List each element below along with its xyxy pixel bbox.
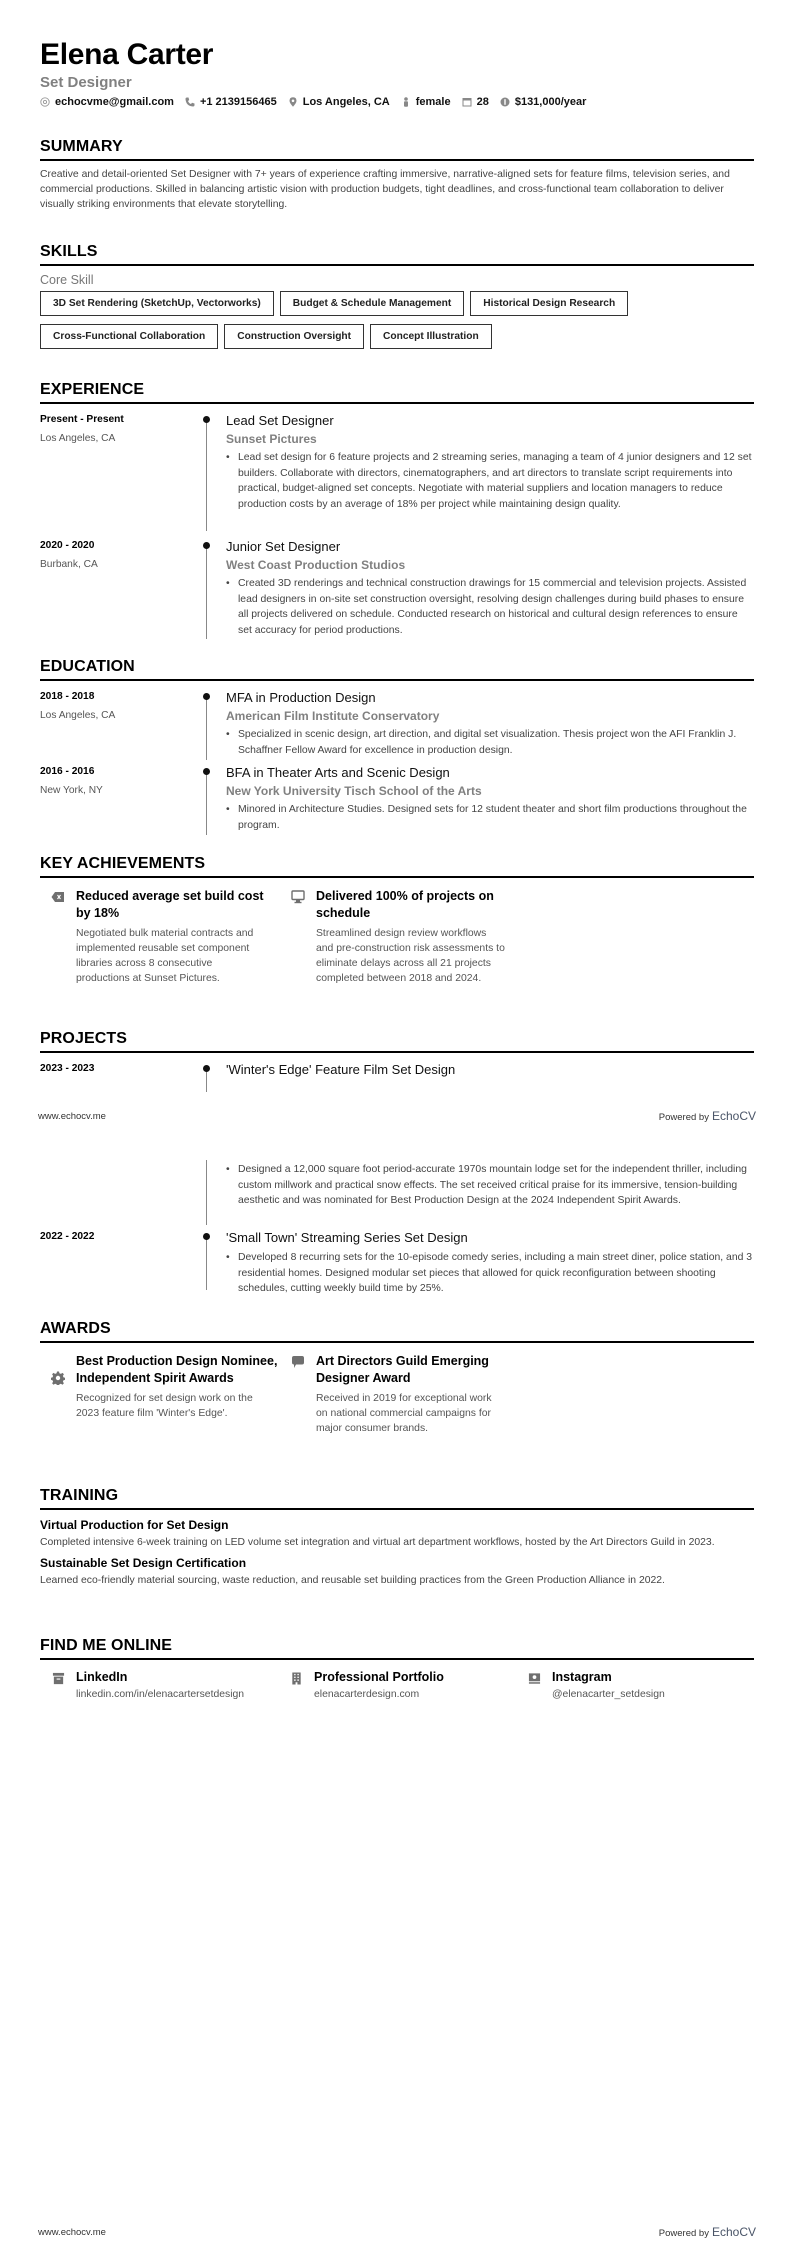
training-item	[40, 1556, 754, 1588]
company-name: Sunset Pictures	[226, 432, 317, 446]
project-name: 'Winter's Edge' Feature Film Set Design	[226, 1062, 456, 1077]
training-title: Sustainable Set Design Certification	[40, 1556, 247, 1570]
candidate-name: Elena Carter	[40, 38, 214, 71]
contact-email[interactable]	[40, 96, 174, 108]
project-bullet: • Designed a 12,000 square foot period-accurate 1970s mountain lodge set for the independent thriller, including custom millwork and practical snow effects. The set received critical praise for its immersive, tension-building aesthetic and was nominated for Best Production Design at the 2024 Independent Spirit Awards.	[226, 1162, 754, 1209]
phone-icon	[185, 97, 195, 107]
timeline-line	[206, 417, 207, 531]
training-section	[40, 1487, 754, 1588]
achievement-card	[40, 888, 280, 986]
section-title-experience: EXPERIENCE	[40, 381, 754, 404]
section-title-education: EDUCATION	[40, 658, 754, 681]
award-desc: Received in 2019 for exceptional work on national commercial campaigns for major consumer brands.	[316, 1393, 492, 1434]
achievement-desc: Streamlined design review workflows and pre-construction risk assessments to eliminate delays across all 21 projects completed between 2018 and 2024.	[316, 928, 505, 984]
monitor-icon	[291, 890, 305, 904]
entry-location: New York, NY	[40, 785, 103, 796]
section-title-skills: SKILLS	[40, 243, 754, 266]
footer-site-link[interactable]: www.echocv.me	[38, 2226, 106, 2238]
achievement-desc: Negotiated bulk material contracts and implemented reusable set component libraries across 8 consecutive productions at Sunset Pictures.	[76, 928, 254, 984]
phone-value: +1 2139156465	[199, 96, 277, 108]
skill-group-label: Core Skill	[40, 273, 94, 287]
job-role: Lead Set Designer	[226, 413, 334, 428]
award-card	[280, 1353, 520, 1436]
projects-section	[40, 1030, 754, 1092]
camera-icon	[528, 1672, 541, 1685]
degree-name: MFA in Production Design	[226, 690, 376, 705]
section-title-achievements: KEY ACHIEVEMENTS	[40, 855, 754, 878]
skill-tag: Budget & Schedule Management	[280, 291, 465, 316]
summary-text: Creative and detail-oriented Set Designer with 7+ years of experience crafting immersive, narrative-aligned sets for feature films, television series, and commercial productions. Skilled in balancing artistic vision with production budgets, tight deadlines, and cross-functional team collaboration to deliver visually striking environments that elevate storytelling.	[40, 169, 730, 210]
footer-brand[interactable]: EchoCV	[711, 2225, 756, 2239]
section-title-projects: PROJECTS	[40, 1030, 754, 1053]
training-desc: Learned eco-friendly material sourcing, waste reduction, and reusable set building practices from the Green Production Alliance in 2022.	[40, 1575, 665, 1586]
timeline-dot	[203, 768, 210, 775]
timeline-dot	[203, 1065, 210, 1072]
skills-section	[40, 243, 754, 357]
award-title: Art Directors Guild Emerging Designer Award	[316, 1354, 489, 1385]
project-bullet: • Developed 8 recurring sets for the 10-episode comedy series, including a main street diner, police station, and 3 residential homes. Designed modular set pieces that allowed for quick reconfiguration between shooting schedules, cutting weekly build time by 25%.	[226, 1250, 754, 1297]
training-desc: Completed intensive 6-week training on LED volume set integration and virtual art department workflows, hosted by the Art Directors Guild in 2023.	[40, 1537, 715, 1548]
skill-tag: Historical Design Research	[470, 291, 628, 316]
section-title-online: FIND ME ONLINE	[40, 1637, 754, 1660]
projects-continued	[40, 1160, 754, 1294]
backspace-icon	[51, 890, 65, 904]
timeline-line	[206, 1160, 207, 1225]
award-title: Best Production Design Nominee, Independent Spirit Awards	[76, 1354, 278, 1385]
archive-box-icon	[52, 1672, 65, 1685]
calendar-icon	[462, 97, 472, 107]
skill-tag: Cross-Functional Collaboration	[40, 324, 218, 349]
skill-tag: Concept Illustration	[370, 324, 492, 349]
skill-tags	[40, 291, 754, 357]
skill-tag: 3D Set Rendering (SketchUp, Vectorworks)	[40, 291, 274, 316]
location-pin-icon	[288, 97, 298, 107]
school-name: American Film Institute Conservatory	[226, 709, 440, 723]
project-entry-continued	[40, 1160, 754, 1225]
education-bullet: • Specialized in scenic design, art direction, and digital set visualization. Thesis project won the AFI Franklin J. Schaffner Fellow Award for excellence in production design.	[226, 727, 754, 758]
online-link-instagram[interactable]	[516, 1670, 754, 1700]
timeline-dot	[203, 1233, 210, 1240]
project-entry	[40, 1062, 754, 1092]
money-icon	[500, 97, 510, 107]
timeline-line	[206, 543, 207, 639]
speech-bubble-icon	[291, 1355, 305, 1369]
achievement-title: Reduced average set build cost by 18%	[76, 889, 264, 920]
achievements-section	[40, 855, 754, 986]
candidate-title: Set Designer	[40, 74, 132, 91]
timeline-dot	[203, 693, 210, 700]
entry-date: 2016 - 2016	[40, 766, 95, 777]
timeline-line	[206, 694, 207, 760]
online-handle[interactable]: @elenacarter_setdesign	[552, 1689, 665, 1700]
entry-date: 2020 - 2020	[40, 540, 95, 551]
footer-site-link[interactable]: www.echocv.me	[38, 1110, 106, 1122]
contact-phone[interactable]	[185, 96, 277, 108]
training-title: Virtual Production for Set Design	[40, 1518, 229, 1532]
online-link-portfolio[interactable]	[278, 1670, 516, 1700]
online-label: LinkedIn	[76, 1670, 128, 1684]
page-footer	[38, 1109, 756, 1123]
online-link-linkedin[interactable]	[40, 1670, 278, 1700]
entry-date: 2022 - 2022	[40, 1231, 95, 1242]
page-footer	[38, 2225, 756, 2239]
experience-entry	[40, 539, 754, 639]
timeline-dot	[203, 416, 210, 423]
timeline-line	[206, 769, 207, 835]
online-url[interactable]: linkedin.com/in/elenacartersetdesign	[76, 1689, 245, 1700]
contact-salary	[500, 96, 587, 108]
footer-brand[interactable]: EchoCV	[711, 1109, 756, 1123]
at-icon	[40, 97, 50, 107]
project-name: 'Small Town' Streaming Series Set Design	[226, 1230, 468, 1245]
job-bullet: • Lead set design for 6 feature projects and 2 streaming series, managing a team of 4 junior designers and 12 set builders. Collaborate with directors, cinematographers, and art directors to translate script requirements into practical, budget-aligned set concepts. Negotiate with material suppliers and location managers to reduce production costs by an average of 18% per project while maintaining design quality.	[226, 450, 754, 512]
awards-section	[40, 1320, 754, 1436]
entry-date: 2018 - 2018	[40, 691, 95, 702]
footer-powered-by: Powered by EchoCV	[658, 2225, 756, 2239]
gender-value: female	[415, 96, 451, 108]
achievement-card	[280, 888, 520, 986]
job-role: Junior Set Designer	[226, 539, 341, 554]
award-card	[40, 1353, 280, 1436]
education-entry	[40, 690, 754, 760]
school-name: New York University Tisch School of the Arts	[226, 784, 482, 798]
entry-date: 2023 - 2023	[40, 1063, 95, 1074]
person-icon	[401, 97, 411, 107]
project-entry	[40, 1230, 754, 1294]
education-bullet: • Minored in Architecture Studies. Designed sets for 12 student theater and short film productions throughout the program.	[226, 802, 754, 833]
training-item	[40, 1518, 754, 1550]
online-url[interactable]: elenacarterdesign.com	[314, 1689, 420, 1700]
skill-tag: Construction Oversight	[224, 324, 364, 349]
education-section	[40, 658, 754, 835]
email-value: echocvme@gmail.com	[55, 96, 174, 108]
experience-entry	[40, 413, 754, 531]
age-value: 28	[476, 96, 489, 108]
online-section	[40, 1637, 754, 1700]
online-label: Instagram	[552, 1670, 612, 1684]
contact-gender	[401, 96, 451, 108]
contact-age	[462, 96, 489, 108]
salary-value: $131,000/year	[514, 96, 587, 108]
section-title-training: TRAINING	[40, 1487, 754, 1510]
footer-powered-by: Powered by EchoCV	[658, 1109, 756, 1123]
education-entry	[40, 765, 754, 835]
achievement-title: Delivered 100% of projects on schedule	[316, 889, 494, 920]
contact-bar	[40, 96, 597, 108]
contact-location	[288, 96, 390, 108]
entry-location: Los Angeles, CA	[40, 710, 116, 721]
location-value: Los Angeles, CA	[302, 96, 390, 108]
timeline-line	[206, 1234, 207, 1290]
entry-date: Present - Present	[40, 414, 124, 425]
company-name: West Coast Production Studios	[226, 558, 406, 572]
section-title-awards: AWARDS	[40, 1320, 754, 1343]
summary-section	[40, 138, 754, 212]
online-label: Professional Portfolio	[314, 1670, 444, 1684]
section-title-summary: SUMMARY	[40, 138, 754, 161]
entry-location: Los Angeles, CA	[40, 433, 116, 444]
job-bullet: • Created 3D renderings and technical construction drawings for 15 commercial and television projects. Assisted lead designers in on-site set construction oversight, resolving design challenges during build phases to ensure all projects delivered on schedule. Conducted research on historical and cultural design references to ensure set accuracy for period productions.	[226, 576, 754, 638]
timeline-dot	[203, 542, 210, 549]
degree-name: BFA in Theater Arts and Scenic Design	[226, 765, 450, 780]
gear-icon	[51, 1371, 65, 1385]
entry-location: Burbank, CA	[40, 559, 98, 570]
award-desc: Recognized for set design work on the 2023 feature film 'Winter's Edge'.	[76, 1393, 253, 1419]
experience-section	[40, 381, 754, 639]
building-icon	[290, 1672, 303, 1685]
